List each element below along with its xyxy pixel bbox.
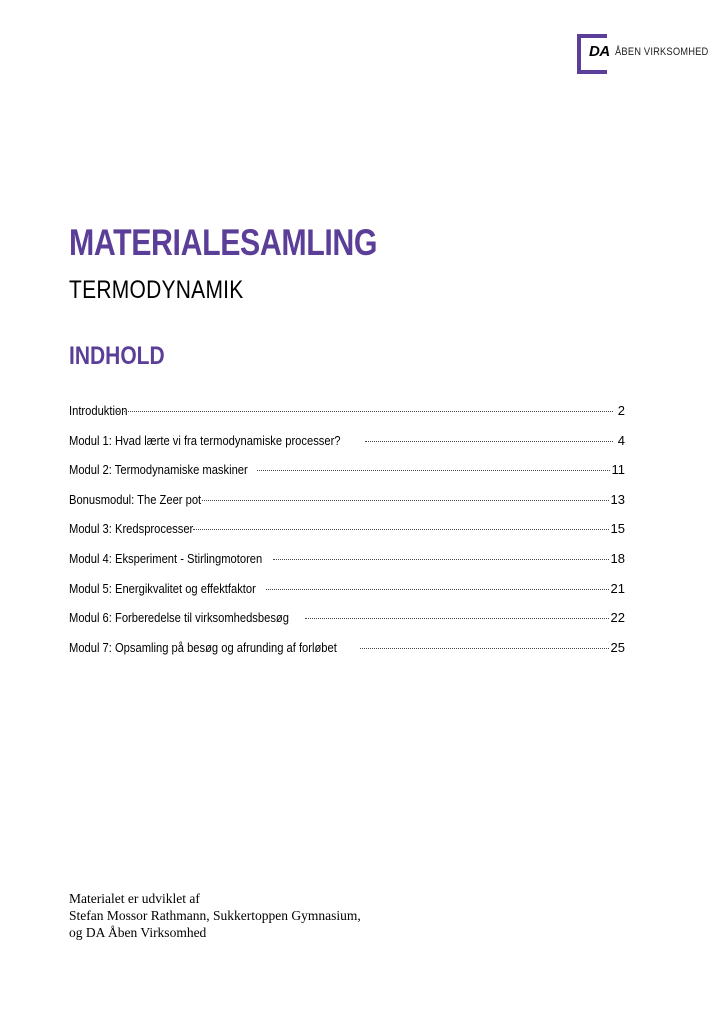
toc-entry[interactable]	[69, 640, 625, 670]
toc-leader-dots	[202, 500, 608, 501]
toc-entry-page: 11	[611, 462, 625, 478]
logo-letters: DA	[589, 43, 610, 60]
logo-text: ÅBEN VIRKSOMHED	[615, 46, 709, 58]
toc-leader-dots	[273, 559, 608, 560]
toc-entry-page: 13	[610, 491, 625, 507]
toc-entry-label: Modul 1: Hvad lærte vi fra termodynamiske processer?	[69, 432, 341, 448]
toc-entry[interactable]	[69, 581, 625, 611]
toc-entry[interactable]	[69, 610, 625, 640]
toc-entry-page: 18	[610, 550, 625, 566]
toc-entry-label: Modul 6: Forberedelse til virksomhedsbesøg	[69, 610, 289, 626]
da-logo	[577, 34, 724, 70]
table-of-contents	[69, 403, 625, 669]
toc-leader-dots	[117, 411, 613, 412]
toc-entry-page: 25	[610, 639, 625, 655]
toc-entry-label: Modul 3: Kredsprocesser	[69, 521, 194, 537]
credit-line: og DA Åben Virksomhed	[69, 925, 207, 940]
toc-leader-dots	[257, 470, 610, 471]
credit-line: Materialet er udviklet af	[69, 891, 200, 906]
toc-entry[interactable]	[69, 462, 625, 492]
toc-entry[interactable]	[69, 551, 625, 581]
toc-entry-label: Bonusmodul: The Zeer pot	[69, 491, 202, 507]
toc-entry-page: 2	[617, 403, 625, 418]
toc-entry[interactable]	[69, 492, 625, 522]
toc-leader-dots	[305, 618, 609, 619]
toc-entry-label: Modul 7: Opsamling på besøg og afrunding af forløbet	[69, 639, 337, 655]
toc-entry-label: Modul 2: Termodynamiske maskiner	[69, 462, 248, 478]
toc-leader-dots	[360, 648, 608, 649]
credit-note	[69, 890, 361, 941]
toc-entry-page: 22	[610, 610, 625, 626]
toc-leader-dots	[193, 529, 608, 530]
document-subtitle: TERMODYNAMIK	[69, 276, 244, 304]
toc-entry-page: 4	[617, 432, 625, 448]
toc-entry[interactable]	[69, 403, 625, 433]
document-title: MATERIALESAMLING	[69, 222, 378, 263]
da-logo-mark	[577, 34, 610, 70]
toc-heading: INDHOLD	[69, 342, 165, 370]
toc-entry-label: Introduktion	[69, 403, 128, 418]
toc-leader-dots	[365, 441, 614, 442]
toc-leader-dots	[266, 589, 608, 590]
toc-entry[interactable]	[69, 433, 625, 463]
toc-entry[interactable]	[69, 521, 625, 551]
toc-entry-label: Modul 5: Energikvalitet og effektfaktor	[69, 580, 256, 596]
credit-line: Stefan Mossor Rathmann, Sukkertoppen Gymnasium,	[69, 908, 361, 923]
toc-entry-label: Modul 4: Eksperiment - Stirlingmotoren	[69, 550, 263, 566]
toc-entry-page: 21	[610, 580, 625, 596]
toc-entry-page: 15	[610, 521, 625, 537]
